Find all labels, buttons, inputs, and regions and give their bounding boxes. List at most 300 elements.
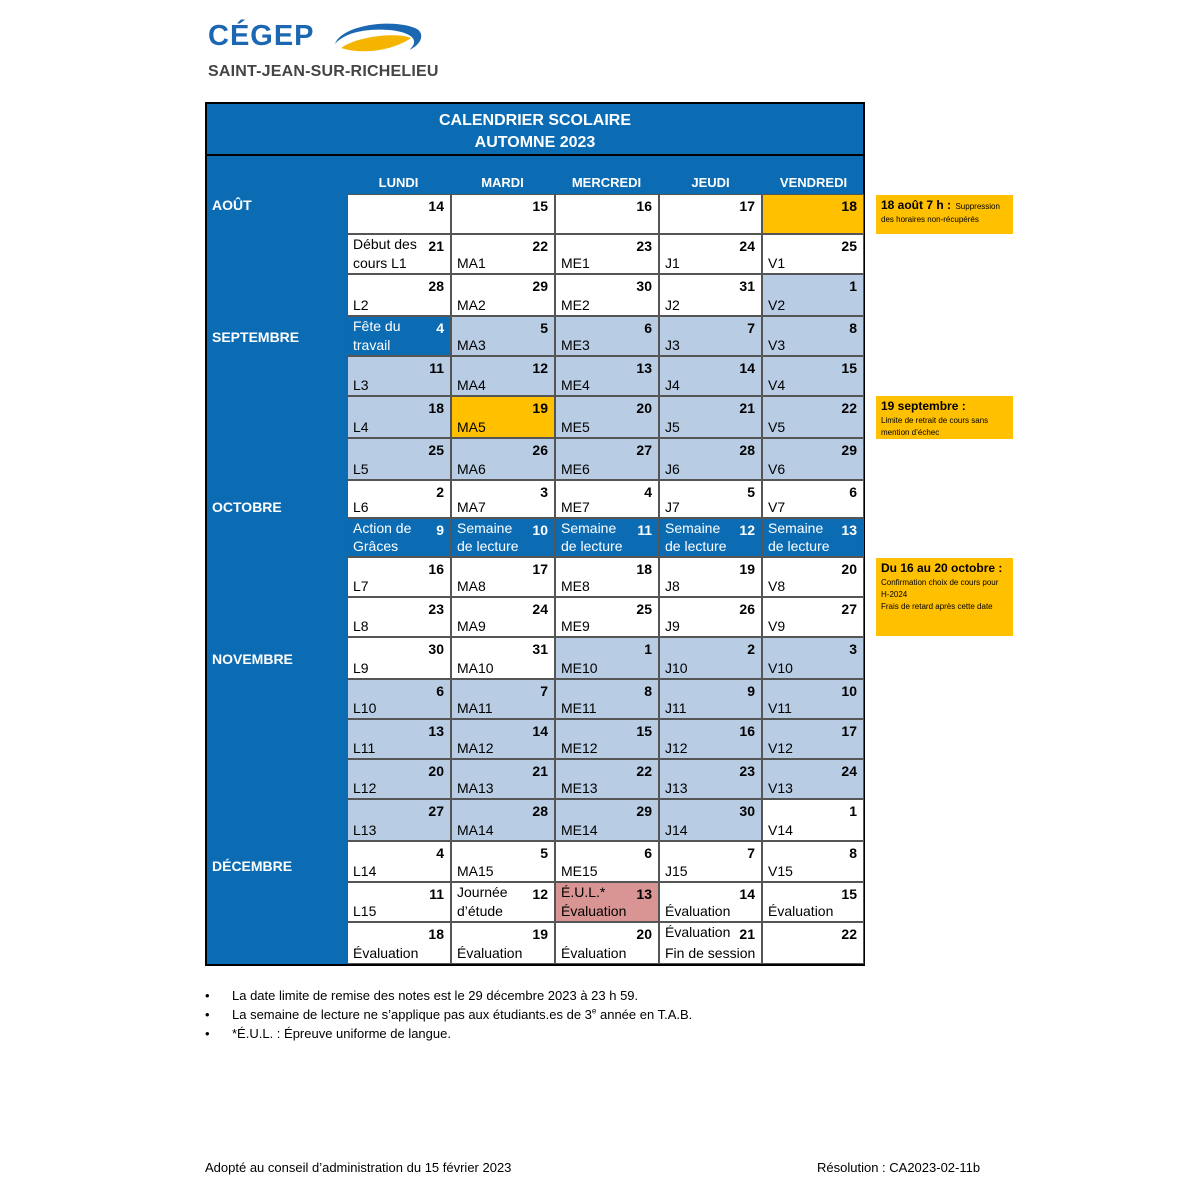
day-code: MA8: [457, 578, 486, 594]
calendar-title-line2: AUTOMNE 2023: [474, 134, 596, 151]
day-number: 12: [739, 522, 755, 538]
day-code: J9: [665, 618, 680, 634]
day-number: 26: [739, 601, 755, 617]
day-code: Évaluation: [561, 903, 627, 919]
day-number: 5: [540, 845, 548, 861]
day-cell: [762, 518, 864, 557]
day-code: L7: [353, 578, 369, 594]
bullet-item: • *É.U.L. : Épreuve uniforme de langue.: [205, 1024, 692, 1043]
day-code: V7: [768, 499, 786, 515]
day-cell: [659, 274, 762, 316]
day-cell: [555, 719, 659, 759]
day-code: ME15: [561, 863, 598, 879]
day-code: de lecture: [665, 538, 727, 554]
day-cell: [451, 922, 555, 964]
day-code: ME4: [561, 377, 590, 393]
logo-subtitle: SAINT-JEAN-SUR-RICHELIEU: [208, 63, 439, 80]
day-code: V3: [768, 337, 786, 353]
note-line: des horaires non-récupérés: [881, 215, 979, 224]
day-code: MA9: [457, 618, 486, 634]
day-cell: [659, 882, 762, 922]
day-code: J2: [665, 297, 680, 313]
day-number: 9: [436, 522, 444, 538]
day-cell: [659, 922, 762, 964]
day-code: MA14: [457, 822, 494, 838]
day-code: Évaluation: [665, 903, 731, 919]
day-code: V13: [768, 780, 793, 796]
day-number: 24: [739, 238, 755, 254]
day-cell: [762, 882, 864, 922]
day-code: L4: [353, 419, 369, 435]
day-code: MA13: [457, 780, 494, 796]
day-code: L2: [353, 297, 369, 313]
day-cell: [555, 518, 659, 557]
bullet-text: La semaine de lecture ne s’applique pas aux étudiants.es de 3: [232, 1007, 592, 1022]
day-cell: [555, 274, 659, 316]
day-cell: [659, 480, 762, 518]
month-label-decembre: DÉCEMBRE: [212, 858, 293, 874]
day-code: V6: [768, 461, 786, 477]
day-code: ME1: [561, 255, 590, 271]
day-number: 21: [739, 926, 755, 942]
day-code: MA4: [457, 377, 486, 393]
day-code: MA15: [457, 863, 494, 879]
day-cell: [347, 518, 451, 557]
note-line: Confirmation choix de cours pour: [881, 578, 999, 587]
day-number: 1: [849, 803, 857, 819]
day-cell: [762, 438, 864, 480]
day-cell: [659, 316, 762, 356]
month-label-aout: AOÛT: [212, 197, 252, 213]
day-code: de lecture: [768, 538, 830, 554]
day-cell: [451, 438, 555, 480]
day-number: 6: [849, 484, 857, 500]
day-number: 18: [841, 198, 857, 214]
day-number: 22: [841, 400, 857, 416]
day-cell: [347, 882, 451, 922]
day-number: 10: [841, 683, 857, 699]
day-number: 8: [849, 845, 857, 861]
day-number: 14: [428, 198, 444, 214]
day-cell: [762, 356, 864, 396]
day-cell: [451, 274, 555, 316]
day-cell: [659, 597, 762, 637]
day-cell: [659, 518, 762, 557]
day-cell: [347, 922, 451, 964]
day-number: 11: [429, 360, 444, 376]
day-cell: [659, 679, 762, 719]
day-cell: [451, 799, 555, 841]
day-code: travail: [353, 337, 391, 353]
day-code: L3: [353, 377, 369, 393]
footer-adoption: Adopté au conseil d’administration du 15 février 2023: [205, 1160, 512, 1175]
bullet-text: année en T.A.B.: [596, 1007, 693, 1022]
day-number: 13: [636, 360, 652, 376]
day-note: Semaine: [457, 520, 513, 536]
day-number: 28: [532, 803, 548, 819]
day-cell: [555, 396, 659, 438]
day-cell: [347, 194, 451, 234]
day-number: 21: [532, 763, 548, 779]
day-cell: [451, 637, 555, 679]
day-code: ME10: [561, 660, 598, 676]
day-cell: [347, 597, 451, 637]
day-cell: [762, 759, 864, 799]
day-number: 7: [747, 320, 755, 336]
day-cell: [762, 396, 864, 438]
day-cell: [451, 316, 555, 356]
day-code: L10: [353, 700, 377, 716]
note-line: Suppression: [955, 202, 1000, 211]
day-cell: [659, 637, 762, 679]
day-number: 21: [428, 238, 444, 254]
day-cell: [762, 480, 864, 518]
day-cell: [762, 274, 864, 316]
day-cell: [762, 316, 864, 356]
day-cell: [347, 480, 451, 518]
day-number: 6: [644, 320, 652, 336]
day-code: J4: [665, 377, 680, 393]
day-number: 8: [644, 683, 652, 699]
day-code: ME11: [561, 700, 597, 716]
day-number: 29: [532, 278, 548, 294]
day-code: J7: [665, 499, 680, 515]
day-code: V1: [768, 255, 786, 271]
day-number: 17: [739, 198, 755, 214]
note-line: H-2024: [881, 590, 908, 599]
day-cell: [762, 597, 864, 637]
day-number: 22: [841, 926, 857, 942]
day-code: ME7: [561, 499, 590, 515]
day-note: Évaluation: [665, 924, 731, 940]
note-line: Limite de retrait de cours sans: [881, 416, 989, 425]
day-header-mardi: MARDI: [481, 175, 524, 190]
day-number: 3: [540, 484, 548, 500]
day-cell: [659, 799, 762, 841]
day-code: MA5: [457, 419, 486, 435]
day-cell: [762, 799, 864, 841]
day-number: 13: [841, 522, 857, 538]
day-code: de lecture: [457, 538, 519, 554]
bullet-list: [205, 986, 692, 1043]
day-code: d’étude: [457, 903, 503, 919]
day-cell: [659, 234, 762, 274]
day-cell: [659, 557, 762, 597]
day-number: 22: [636, 763, 652, 779]
day-number: 6: [436, 683, 444, 699]
day-cell: [451, 719, 555, 759]
day-code: ME6: [561, 461, 590, 477]
day-number: 30: [636, 278, 652, 294]
note-16-20-octobre: [876, 558, 1013, 636]
day-number: 30: [739, 803, 755, 819]
day-cell: [555, 841, 659, 882]
day-cell: [451, 759, 555, 799]
day-cell: [762, 679, 864, 719]
day-cell: [659, 719, 762, 759]
day-number: 18: [428, 400, 444, 416]
day-code: Évaluation: [353, 945, 419, 961]
day-number: 14: [739, 886, 755, 902]
day-code: J15: [665, 863, 688, 879]
day-cell: [555, 316, 659, 356]
day-number: 1: [849, 278, 857, 294]
day-note: Semaine: [768, 520, 824, 536]
day-number: 20: [636, 926, 652, 942]
day-cell: [555, 922, 659, 964]
day-cell: [347, 679, 451, 719]
day-cell: [347, 759, 451, 799]
day-number: 10: [532, 522, 548, 538]
day-cell: [555, 194, 659, 234]
day-code: V4: [768, 377, 786, 393]
day-code: MA7: [457, 499, 486, 515]
day-code: L15: [353, 903, 377, 919]
day-code: MA11: [457, 700, 493, 716]
day-number: 17: [532, 561, 548, 577]
logo-name: CÉGEP: [208, 20, 315, 52]
day-cell: [451, 597, 555, 637]
day-code: de lecture: [561, 538, 623, 554]
day-cell: [762, 557, 864, 597]
month-label-novembre: NOVEMBRE: [212, 651, 293, 667]
day-note: Début des: [353, 236, 417, 252]
day-note: Semaine: [665, 520, 721, 536]
bullet-item: • La date limite de remise des notes est le 29 décembre 2023 à 23 h 59.: [205, 986, 692, 1005]
day-cell: [555, 356, 659, 396]
calendar-title-line1: CALENDRIER SCOLAIRE: [438, 112, 631, 129]
day-number: 19: [739, 561, 755, 577]
note-line: Frais de retard après cette date: [881, 602, 993, 611]
day-code: MA1: [457, 255, 486, 271]
day-code: ME12: [561, 740, 598, 756]
day-cell: [555, 438, 659, 480]
day-number: 17: [841, 723, 857, 739]
day-code: ME13: [561, 780, 598, 796]
day-number: 29: [636, 803, 652, 819]
day-number: 20: [636, 400, 652, 416]
day-number: 19: [532, 400, 548, 416]
day-number: 27: [636, 442, 652, 458]
month-label-septembre: SEPTEMBRE: [212, 329, 300, 345]
day-code: ME3: [561, 337, 590, 353]
day-number: 15: [841, 360, 857, 376]
bullet-item: [205, 1005, 692, 1024]
day-cell: [451, 557, 555, 597]
day-number: 25: [841, 238, 857, 254]
day-code: V14: [768, 822, 793, 838]
day-number: 8: [849, 320, 857, 336]
day-header-lundi: LUNDI: [378, 175, 419, 190]
day-number: 6: [644, 845, 652, 861]
day-cell: [762, 841, 864, 882]
day-number: 15: [841, 886, 857, 902]
day-code: V12: [768, 740, 793, 756]
day-cell: [762, 637, 864, 679]
day-number: 4: [436, 320, 444, 336]
day-number: 25: [428, 442, 444, 458]
day-number: 16: [636, 198, 652, 214]
day-number: 3: [849, 641, 857, 657]
calendar-title: [207, 110, 863, 154]
day-number: 30: [428, 641, 444, 657]
day-cell: [555, 637, 659, 679]
day-cell: [659, 759, 762, 799]
day-number: 12: [532, 886, 548, 902]
cegep-logo: [205, 14, 439, 84]
day-cell: [347, 396, 451, 438]
day-number: 14: [739, 360, 755, 376]
day-code: V9: [768, 618, 786, 634]
day-code: L12: [353, 780, 377, 796]
day-number: 28: [739, 442, 755, 458]
day-cell: [659, 194, 762, 234]
day-number: 31: [739, 278, 755, 294]
day-number: 7: [747, 845, 755, 861]
day-code: ME14: [561, 822, 598, 838]
day-number: 25: [636, 601, 652, 617]
day-cell: [659, 356, 762, 396]
day-note: É.U.L.*: [561, 884, 606, 900]
day-header-vendredi: VENDREDI: [779, 175, 848, 190]
day-cell: [555, 759, 659, 799]
day-code: L9: [353, 660, 369, 676]
day-number: 28: [428, 278, 444, 294]
day-cell: [347, 234, 451, 274]
day-number: 20: [841, 561, 857, 577]
day-code: V2: [768, 297, 786, 313]
day-cell: [762, 194, 864, 234]
day-cell: [762, 922, 864, 964]
day-cell: [451, 679, 555, 719]
day-number: 27: [428, 803, 444, 819]
day-cell: [347, 557, 451, 597]
day-cell: [347, 637, 451, 679]
day-cell: [451, 396, 555, 438]
day-number: 29: [841, 442, 857, 458]
day-code: L8: [353, 618, 369, 634]
day-code: J1: [665, 255, 680, 271]
day-code: V15: [768, 863, 793, 879]
day-number: 9: [747, 683, 755, 699]
day-code: L11: [353, 740, 376, 756]
day-number: 14: [532, 723, 548, 739]
day-code: L13: [353, 822, 377, 838]
day-number: 5: [747, 484, 755, 500]
day-note: Semaine: [561, 520, 617, 536]
day-code: V10: [768, 660, 793, 676]
day-cell: [451, 234, 555, 274]
day-code: J11: [665, 700, 687, 716]
day-header-jeudi: JEUDI: [691, 175, 730, 190]
day-cell: [347, 438, 451, 480]
day-code: ME9: [561, 618, 590, 634]
day-code: MA10: [457, 660, 494, 676]
day-number: 13: [636, 886, 652, 902]
day-code: ME2: [561, 297, 590, 313]
day-code: MA6: [457, 461, 486, 477]
day-cell: [451, 518, 555, 557]
day-number: 31: [532, 641, 548, 657]
day-number: 24: [532, 601, 548, 617]
day-code: J12: [665, 740, 688, 756]
day-number: 5: [540, 320, 548, 336]
day-code: Évaluation: [457, 945, 523, 961]
day-cell: [555, 679, 659, 719]
day-cell: [555, 234, 659, 274]
day-cell: [347, 274, 451, 316]
day-number: 16: [739, 723, 755, 739]
day-code: L14: [353, 863, 377, 879]
day-number: 12: [532, 360, 548, 376]
day-number: 22: [532, 238, 548, 254]
day-cell: [555, 799, 659, 841]
note-head: Du 16 au 20 octobre :: [881, 561, 1003, 575]
day-cell: [555, 480, 659, 518]
day-code: Grâces: [353, 538, 399, 554]
day-number: 4: [436, 845, 444, 861]
day-cell: [555, 882, 659, 922]
day-number: 4: [644, 484, 652, 500]
day-cell: [347, 316, 451, 356]
day-number: 18: [428, 926, 444, 942]
day-number: 1: [644, 641, 652, 657]
day-code: J6: [665, 461, 680, 477]
note-head: 18 août 7 h :: [881, 198, 952, 212]
day-note: Fête du: [353, 318, 401, 334]
note-19-septembre: [876, 396, 1013, 439]
day-number: 15: [636, 723, 652, 739]
day-code: J5: [665, 419, 680, 435]
day-cell: [555, 557, 659, 597]
day-number: 27: [841, 601, 857, 617]
footer-resolution: Résolution : CA2023-02-11b: [817, 1160, 981, 1175]
day-code: ME5: [561, 419, 590, 435]
day-number: 23: [739, 763, 755, 779]
day-number: 11: [637, 522, 652, 538]
day-code: J13: [665, 780, 688, 796]
day-code: MA2: [457, 297, 486, 313]
day-cell: [451, 480, 555, 518]
day-number: 24: [841, 763, 857, 779]
note-line: mention d’échec: [881, 428, 940, 437]
day-code: Fin de session: [665, 945, 756, 961]
day-cell: [659, 396, 762, 438]
day-note: Journée: [457, 884, 508, 900]
day-cell: [451, 882, 555, 922]
day-cell: [347, 356, 451, 396]
title-divider: [207, 154, 863, 156]
day-header-mercredi: MERCREDI: [571, 175, 642, 190]
day-code: J10: [665, 660, 688, 676]
day-code: Évaluation: [561, 945, 627, 961]
day-cell: [451, 194, 555, 234]
day-cell: [555, 597, 659, 637]
day-number: 26: [532, 442, 548, 458]
day-number: 18: [636, 561, 652, 577]
day-cell: [347, 799, 451, 841]
day-cell: [659, 841, 762, 882]
day-cell: [762, 719, 864, 759]
day-number: 7: [540, 683, 548, 699]
day-code: L5: [353, 461, 369, 477]
day-number: 20: [428, 763, 444, 779]
day-number: 23: [428, 601, 444, 617]
day-code: V11: [768, 700, 792, 716]
day-number: 19: [532, 926, 548, 942]
day-code: MA12: [457, 740, 494, 756]
day-number: 21: [739, 400, 755, 416]
